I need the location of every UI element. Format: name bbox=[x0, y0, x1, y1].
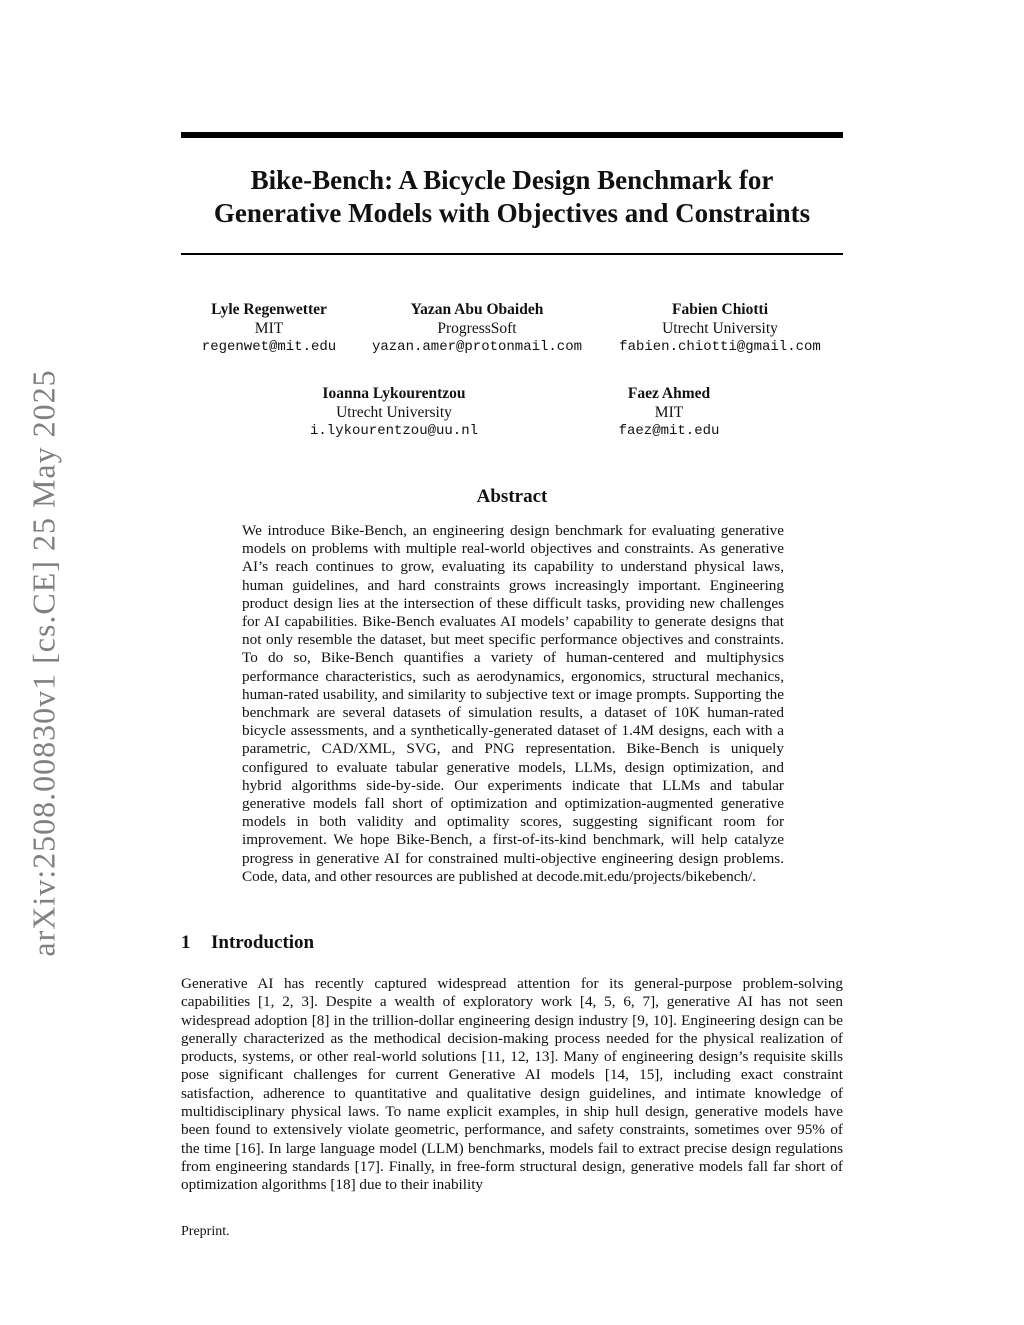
author-email: yazan.amer@protonmail.com bbox=[371, 339, 583, 355]
title-top-rule bbox=[181, 132, 843, 138]
paper-title bbox=[181, 164, 843, 230]
abstract-heading: Abstract bbox=[476, 486, 548, 507]
section-title: Introduction bbox=[211, 932, 315, 953]
author-block bbox=[310, 384, 478, 441]
author-name: Ioanna Lykourentzou bbox=[322, 385, 466, 402]
author-affiliation: MIT bbox=[254, 320, 284, 337]
author-name: Fabien Chiotti bbox=[671, 301, 769, 318]
title-line-2: Generative Models with Objectives and Constraints bbox=[213, 198, 811, 228]
author-name: Lyle Regenwetter bbox=[211, 301, 327, 318]
preprint-footer: Preprint. bbox=[181, 1224, 230, 1239]
abstract-text: We introduce Bike-Bench, an engineering design benchmark for evaluating generative models on problems with multiple real-world objectives and constraints. As generative AI’s reach continues to grow, evaluating its capability to understand physical laws, human guidelines, and hard constraints grows increasingly important. Engineering product design lies at the intersection of these difficult tasks, providing new challenges for AI capabilities. Bike-Bench evaluates AI models’ capability to generate designs that not only resemble the dataset, but meet specific performance objectives and constraints. To do so, Bike-Bench quantifies a variety of human-centered and multiphysics performance characteristics, such as aerodynamics, ergonomics, structural mechanics, human-rated usability, and similarity to subjective text or image prompts. Supporting the benchmark are several datasets of simulation results, a dataset of 10K human-rated bicycle assessments, and a synthetically-generated dataset of 1.4M designs, each with a parametric, CAD/XML, SVG, and PNG representation. Bike-Bench is uniquely configured to evaluate tabular generative models, LLMs, design optimization, and hybrid algorithms side-by-side. Our experiments indicate that LLMs and tabular generative models fall short of optimization and optimization-augmented generative models in both validity and optimality scores, suggesting significant room for improvement. We hope Bike-Bench, a first-of-its-kind benchmark, will help catalyze progress in generative AI for constrained multi-objective engineering design problems. Code, data, and other resources are published at decode.mit.edu/projects/bikebench/. bbox=[242, 522, 784, 885]
section-heading-introduction bbox=[181, 932, 314, 954]
author-name: Faez Ahmed bbox=[627, 385, 711, 402]
title-bottom-rule bbox=[181, 253, 843, 255]
author-affiliation: Utrecht University bbox=[336, 404, 452, 421]
section-number: 1 bbox=[181, 932, 191, 953]
author-email: fabien.chiotti@gmail.com bbox=[619, 339, 821, 355]
introduction-paragraph: Generative AI has recently captured widespread attention for its general-purpose problem-solving capabilities [1, 2, 3]. Despite a wealth of exploratory work [4, 5, 6, 7], generative AI has not seen widespread adoption [8] in the trillion-dollar engineering design industry [9, 10]. Engineering design can be generally characterized as the methodical decision-making process needed for the physical realization of products, systems, or other real-world solutions [11, 12, 13]. Many of engineering design’s requisite skills pose significant challenges for current Generative AI models [14, 15], including exact constraint satisfaction, adherence to quantitative and qualitative design guidelines, and intimate knowledge of multidisciplinary physical laws. To name explicit examples, in ship hull design, generative models have been found to extensively violate geometric, performance, and safety constraints, sometimes over 95% of the time [16]. In large language model (LLM) benchmarks, models fail to extract precise design regulations from engineering standards [17]. Finally, in free-form structural design, generative models fall far short of optimization algorithms [18] due to their inability bbox=[181, 975, 843, 1194]
arxiv-identifier-stamp: arXiv:2508.00830v1 [cs.CE] 25 May 2025 bbox=[25, 369, 62, 957]
author-affiliation: Utrecht University bbox=[662, 320, 778, 337]
author-block bbox=[619, 384, 720, 441]
author-email: regenwet@mit.edu bbox=[201, 339, 337, 355]
author-block bbox=[619, 300, 821, 357]
author-block bbox=[372, 300, 582, 357]
author-affiliation: MIT bbox=[654, 404, 684, 421]
author-name: Yazan Abu Obaideh bbox=[410, 301, 544, 318]
author-email: i.lykourentzou@uu.nl bbox=[309, 423, 479, 439]
author-block bbox=[202, 300, 336, 357]
title-line-1: Bike-Bench: A Bicycle Design Benchmark for bbox=[250, 165, 774, 195]
author-email: faez@mit.edu bbox=[618, 423, 720, 439]
author-affiliation: ProgressSoft bbox=[437, 320, 517, 337]
